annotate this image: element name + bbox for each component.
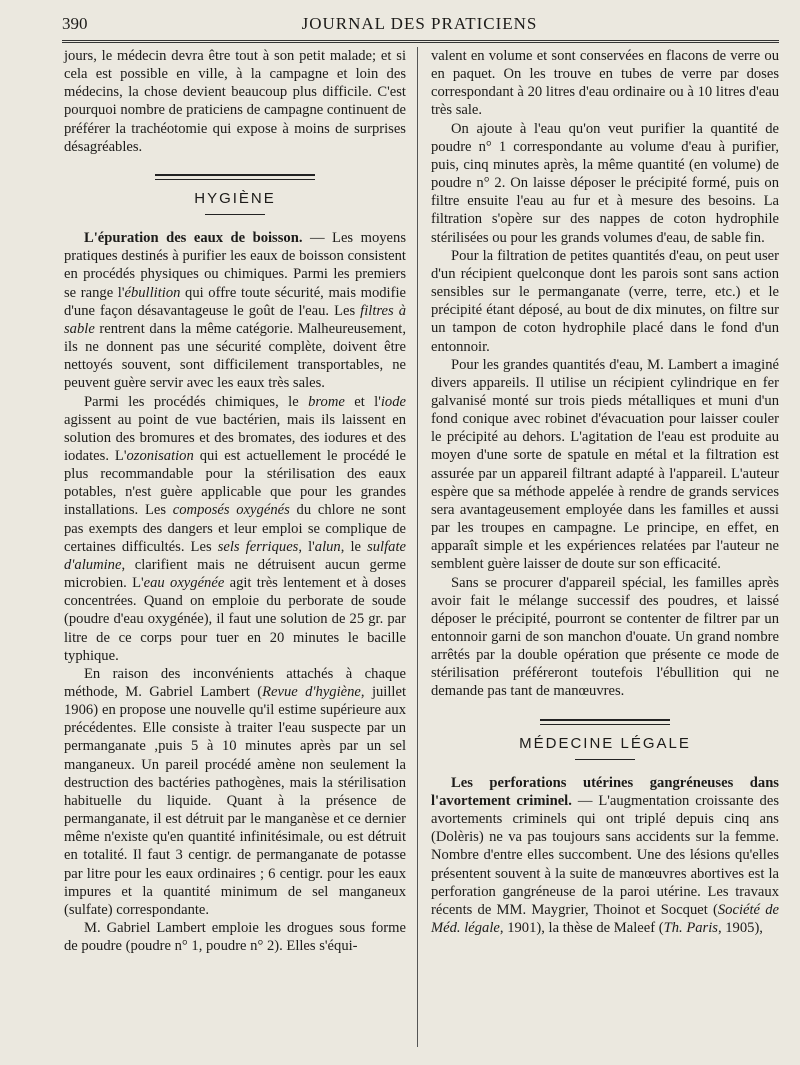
right-column	[431, 47, 779, 937]
text-run: , clarifient mais ne détruisent aucun germe microbien. L'	[64, 556, 406, 592]
italic-run: Société de Méd. légale	[431, 901, 779, 937]
italic-run: eau oxygénée	[143, 575, 225, 592]
text-run: , juillet 1906) en propose une nouvelle qu'il estime supérieure aux précédentes. Elle consiste à traiter l'eau suspecte par un permanganate ,puis 5 à 10 minutes après par un sel manganeux. Un pareil procédé amène non seulement la destruction des bactéries pathogènes, mais la stérilisation habituelle du liquide. Quant à la présence de permanganate, il est détruit par le manganèse et ce dernier même n'existe qu'en quantité infinitésimale, ou est détruit en totalité. Il faut 3 centigr. de permanganate de potasse par litre pour les eaux ordinaires ; 6 centigr. pour les eaux impures et la quantité minimum de sel manganeux (sulfate) correspondante.	[64, 684, 406, 918]
paragraph-continuation: valent en volume et sont conservées en flacons de verre ou en paquet. On les trouve en tubes de verre par doses correspondant à 20 litres d'eau ordinaire ou à 10 litres d'eau très sale.	[431, 48, 779, 119]
paragraph: Pour les grandes quantités d'eau, M. Lambert a imaginé divers appareils. Il utilise un récipient cylindrique en fer galvanisé monté sur trois pieds métalliques et muni d'un fond conique avec robinet d'évacuation pour laisser couler le précipité au dehors. L'agitation de l'eau est produite au moyen d'une sorte de spatule en métal et la filtration est assurée par un appareil filtrant adapté à l'appareil. L'auteur espère que sa méthode appelée à rendre de grands services sera avantageusement employée dans les familles et aussi par les troupes en campagne. Le principe, en effet, en apparaît simple et les expériences relatées par l'auteur ne semblent guère laisser de doute sur son efficacité.	[431, 356, 779, 573]
text-run: agissent au point de vue bactérien, mais ils laissent en solution des bromures et des bromates, des iodures et des iodates. L'	[64, 411, 406, 464]
section-title-medecine-legale: MÉDECINE LÉGALE	[519, 734, 691, 752]
paragraph: On ajoute à l'eau qu'on veut purifier la quantité de poudre n° 1 correspondante au volume d'eau à purifier, puis, cinq minutes après, la même quantité (en volume) de poudre n° 2. On laisse déposer le précipité formé, puis on filtre ensuite l'eau au fur et à mesure des besoins. La filtration s'opère sur des nappes de coton hydrophile stérilisées ou pour les grands volumes d'eau, de sable fin.	[431, 120, 779, 246]
italic-run: Revue d'hygiène	[262, 684, 361, 700]
page-header	[62, 14, 777, 36]
text-run: , 1905),	[717, 920, 763, 937]
paragraph	[64, 393, 406, 665]
text-run: — Les moyens pratiques destinés à purifier les eaux de boisson consistent en procédés physiques ou chimiques. Parmi les premiers se range l'	[64, 230, 406, 301]
article-paragraph	[64, 229, 406, 392]
italic-run: brome	[308, 393, 345, 410]
left-column	[64, 47, 406, 955]
text-run: , l'	[298, 538, 315, 555]
paragraph-continuation: jours, le médecin devra être tout à son petit malade; et si cela est possible en ville, à la campagne et loin des médecins, la chose devient beaucoup plus difficile. C'est pourquoi nombre de praticiens de campagne continuent de préférer la trachéotomie qui expose à moins de surprises désagréables.	[64, 48, 406, 155]
section-rule	[540, 719, 670, 725]
page-number: 390	[62, 14, 88, 33]
text-run: du chlore ne sont pas exempts des dangers et leur emploi se complique de certaines difficultés. Les	[64, 502, 406, 555]
text-run: qui offre toute sécurité, mais modifie d'une façon désavantageuse le goût de l'eau. Les	[64, 284, 407, 319]
italic-run: iode	[380, 393, 406, 410]
paragraph: Pour la filtration de petites quantités d'eau, on peut user d'un récipient quelconque dont les parois sont sans action sensibles sur le permanganate (verre, terre, etc.) et le précipité étant déposé, au bout de dix minutes, on filtre sur un tampon de coton hydrophile placé dans le fond d'un entonnoir.	[431, 247, 779, 355]
text-run: Parmi les procédés chimiques, le	[84, 393, 309, 410]
text-run: — L'augmentation croissante des avortements criminels qui ont triplé depuis cinq ans (Dolèris) ne va pas toujours sans accidents sur la femme. Nombre d'entre elles succombent. Une des lésions qu'elles présentent souvent à la suite de manœuvres abortives est la perforation gangréneuse de la paroi utérine. Les travaux récents de MM. Maygrier, Thoinot et Socquet (	[431, 792, 779, 918]
paragraph	[64, 665, 406, 919]
text-run: agit très lentement et à doses concentrées. Quand on emploie du perborate de soude (poudre d'eau oxygénée), il faut une solution de 25 gr. par litre de ce corps pour tuer en 20 minutes le bacille typhique.	[64, 575, 407, 664]
article-heading: L'épuration des eaux de boisson.	[84, 230, 303, 247]
italic-run: Th. Paris	[663, 920, 718, 937]
text-run: , 1901), la thèse de Maleef (	[499, 920, 664, 937]
italic-run: ébullition	[124, 284, 181, 301]
article-heading: Les perforations utérines gangréneuses dans l'avortement criminel.	[431, 774, 779, 809]
article-paragraph	[431, 774, 779, 937]
text-run: et l'	[344, 393, 381, 410]
italic-run: sels ferriques	[217, 538, 299, 555]
italic-run: ozonisation	[126, 447, 194, 464]
paragraph: Sans se procurer d'appareil spécial, les familles après avoir fait le mélange successif des poudres, et laissé déposer le précipité, pourront se contenter de filtrer par un entonnoir garni de son manchon d'ouate. Un grand nombre arrêtés par la double opération que présente ce mode de stérilisation préféreront toutefois l'ébullition qui ne demande pas tant de manœuvres.	[431, 574, 779, 700]
italic-run: filtres à sable	[64, 302, 406, 337]
section-rule	[155, 174, 315, 180]
text-run: rentrent dans la même catégorie. Malheureusement, ils ne donnent pas une sécurité complète, doivent être nettoyés souvent, sont difficilement transportables, ne peuvent guère servir avec les eaux très sales.	[64, 320, 406, 392]
italic-run: alun	[314, 538, 341, 555]
section-underline	[205, 214, 265, 215]
column-divider	[417, 47, 418, 1047]
header-rule	[62, 40, 779, 43]
paragraph: M. Gabriel Lambert emploie les drogues sous forme de poudre (poudre n° 1, poudre n° 2). Elles s'équi-	[64, 920, 406, 955]
section-underline	[575, 759, 635, 760]
section-title-hygiene: HYGIÈNE	[194, 189, 276, 207]
journal-title: JOURNAL DES PRATICIENS	[301, 14, 538, 33]
text-run: qui est actuellement le procédé le plus recommandable pour la stérilisation des eaux potables, n'est guère applicable que pour les grandes installations. Les	[64, 447, 406, 519]
italic-run: sulfate d'alumine	[64, 538, 406, 573]
text-run: En raison des inconvénients attachés à chaque méthode, M. Gabriel Lambert (	[64, 665, 406, 700]
italic-run: composés oxygénés	[172, 502, 290, 519]
text-run: , le	[340, 538, 368, 555]
